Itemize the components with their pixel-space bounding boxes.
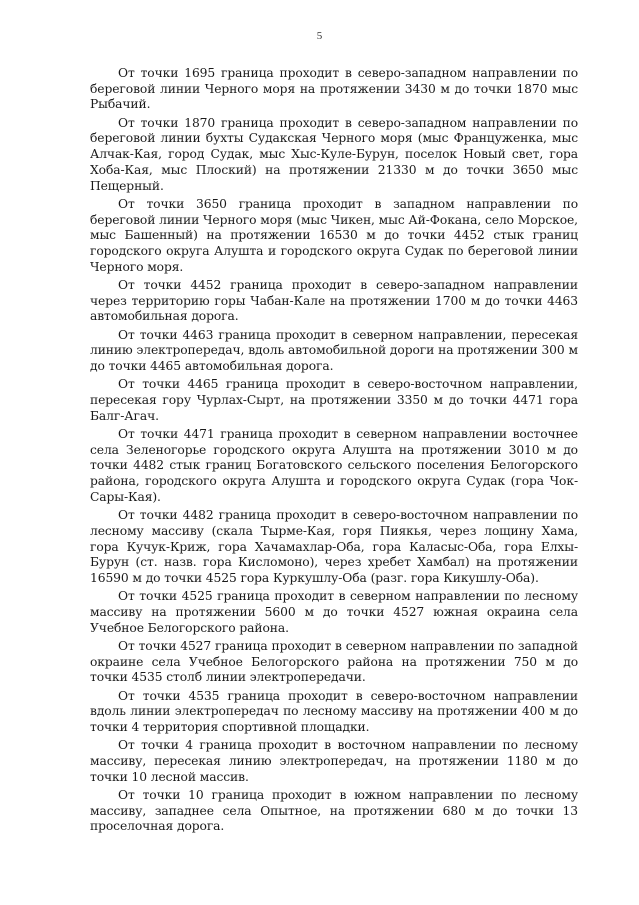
paragraph: От точки 4525 граница проходит в северном направлении по лесному массиву на протяжении 5600 м до точки 4527 южная окраина села Учебное Белогорского района. [90,589,578,635]
paragraph: От точки 4482 граница проходит в северо-восточном направлении по лесному массиву (скала Тырме-Кая, горя Пиякья, через лощину Хама, гора Кучук-Криж, гора Хачамахлар-Оба, гора Каласыс-Оба, гора Елхы-Бурун (ст. назв. гора Кисломоно), через хребет Хамбал) на протяжении 16590 м до точки 4525 гора Куркушлу-Оба (разг. гора Кикушлу-Оба). [90,508,578,585]
paragraph: От точки 4465 граница проходит в северо-восточном направлении, пересекая гору Чурлах-Сырт, на протяжении 3350 м до точки 4471 гора Балг-Агач. [90,377,578,423]
paragraph: От точки 3650 граница проходит в западном направлении по береговой линии Черного моря (мыс Чикен, мыс Ай-Фокана, село Морское, мыс Башенный) на протяжении 16530 м до точки 4452 стык границ городского округа Алушта и городского округа Судак по береговой линии Черного моря. [90,196,578,274]
paragraph: От точки 4452 граница проходит в северо-западном направлении через территорию горы Чабан-Кале на протяжении 1700 м до точки 4463 автомобильная дорога. [90,277,578,324]
document-body [90,66,578,838]
paragraph: От точки 4527 граница проходит в северном направлении по западной окраине села Учебное Белогорского района на протяжении 750 м до точки 4535 столб линии электропередачи. [90,638,578,685]
paragraph: От точки 4463 граница проходит в северном направлении, пересекая линию электропередач, вдоль автомобильной дороги на протяжении 300 м до точки 4465 автомобильная дорога. [90,327,578,374]
page-number: 5 [316,30,323,42]
paragraph: От точки 4 граница проходит в восточном направлении по лесному массиву, пересекая линию электропередач, на протяжении 1180 м до точки 10 лесной массив. [90,738,578,784]
paragraph: От точки 1870 граница проходит в северо-западном направлении по береговой линии бухты Судакская Черного моря (мыс Француженка, мыс Алчак-Кая, город Судак, мыс Хыс-Куле-Бурун, поселок Новый свет, гора Хоба-Кая, мыс Плоский) на протяжении 21330 м до точки 3650 мыс Пещерный. [90,115,578,193]
paragraph: От точки 4535 граница проходит в северо-восточном направлении вдоль линии электропередач по лесному массиву на протяжении 400 м до точки 4 территория спортивной площадки. [90,688,578,735]
paragraph: От точки 1695 граница проходит в северо-западном направлении по береговой линии Черного моря на протяжении 3430 м до точки 1870 мыс Рыбачий. [90,66,578,112]
paragraph: От точки 10 граница проходит в южном направлении по лесному массиву, западнее села Опытное, на протяжении 680 м до точки 13 проселочная дорога. [90,788,578,834]
paragraph: От точки 4471 граница проходит в северном направлении восточнее села Зеленогорье городского округа Алушта на протяжении 3010 м до точки 4482 стык границ Богатовского сельского поселения Белогорского района, городского округа Алушта и городского округа Судак (гора Чок-Сары-Кая). [90,427,578,504]
